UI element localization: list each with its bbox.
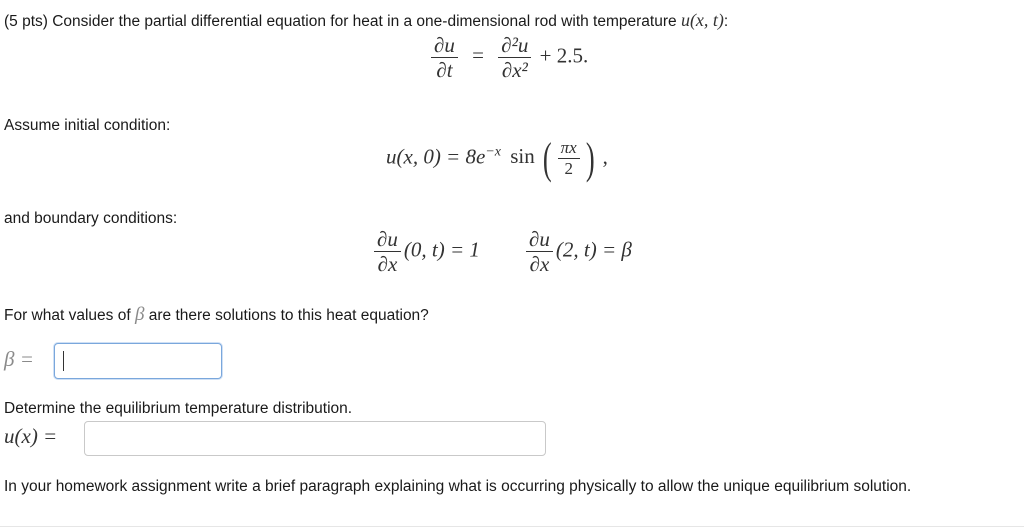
beta-question-suffix: are there solutions to this heat equation? [148, 307, 429, 324]
bc2-tail: (2, t) = β [555, 237, 632, 262]
pde-rhs-den: ∂x² [501, 58, 528, 83]
initial-lhs: u(x, 0) = 8e [386, 144, 486, 169]
pde-rhs-tail: + 2.5. [539, 43, 589, 68]
right-paren: ) [585, 134, 595, 183]
initial-condition-equation [386, 133, 608, 184]
pde-lhs-num: ∂u [431, 34, 458, 58]
left-paren: ( [542, 134, 552, 183]
bc1-den: ∂x [377, 252, 398, 277]
bc1-fraction [374, 228, 401, 275]
pde-equals: = [472, 43, 484, 68]
ux-answer-input[interactable] [84, 421, 546, 456]
initial-fraction [558, 139, 580, 178]
initial-func: sin [510, 144, 535, 169]
pde-lhs-fraction [431, 34, 458, 81]
bc1-tail: (0, t) = 1 [403, 237, 480, 262]
homework-note: In your homework assignment write a brief paragraph explaining what is occurring physically to allow the unique equilibrium solution. [4, 478, 912, 495]
bc2-den: ∂x [529, 252, 550, 277]
pde-rhs-fraction [498, 34, 531, 81]
beta-question-prefix: For what values of [4, 307, 131, 324]
ux-answer-label: u(x) = [4, 424, 58, 448]
bc2-fraction [526, 228, 553, 275]
intro-prefix: (5 pts) Consider the partial differential equation for heat in a one-dimensional rod with temperature [4, 13, 677, 30]
initial-den: 2 [564, 159, 573, 178]
boundary-condition-1 [371, 228, 480, 275]
bc1-num: ∂u [374, 228, 401, 252]
initial-tail: , [602, 144, 608, 169]
beta-symbol: β [134, 304, 145, 325]
beta-answer-input[interactable] [54, 343, 222, 379]
initial-num: πx [558, 139, 580, 159]
initial-exponent: −x [485, 144, 501, 160]
bc2-num: ∂u [526, 228, 553, 252]
initial-label: Assume initial condition: [4, 117, 171, 134]
beta-question [4, 304, 429, 326]
intro-math: u(x, t) [680, 10, 724, 30]
text-cursor [63, 351, 64, 371]
equilibrium-label: Determine the equilibrium temperature distribution. [4, 400, 353, 417]
pde-lhs-den: ∂t [436, 58, 453, 83]
boundary-label: and boundary conditions: [4, 210, 178, 227]
beta-answer-label: β = [4, 347, 34, 371]
pde-equation [428, 34, 588, 81]
pde-rhs-num: ∂²u [498, 34, 531, 58]
divider [0, 526, 1024, 527]
intro-suffix: : [723, 13, 729, 30]
intro-text [4, 10, 728, 31]
boundary-condition-2 [523, 228, 632, 275]
